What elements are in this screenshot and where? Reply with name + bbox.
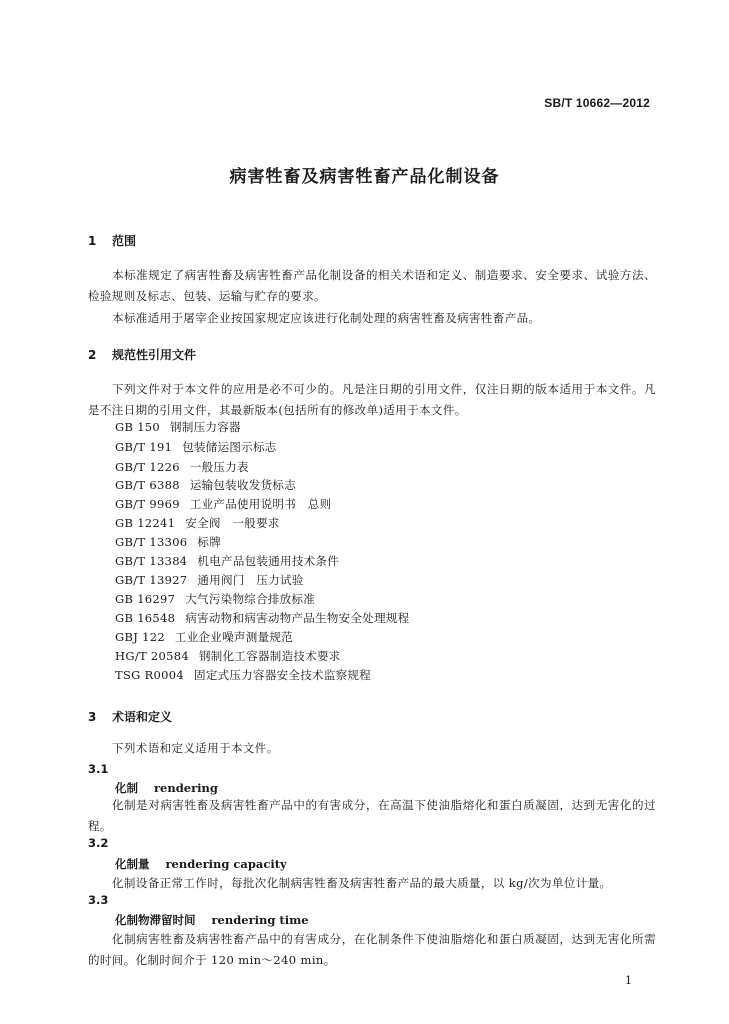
term-definition: 化制是对病害牲畜及病害牲畜产品中的有害成分，在高温下使油脂熔化和蛋白质凝固，达到无害化的过程。 <box>88 798 656 833</box>
reference-item <box>115 554 339 568</box>
section-number: 3 <box>88 710 97 724</box>
reference-name: 安全阀 一般要求 <box>185 516 280 530</box>
reference-item <box>115 497 331 511</box>
reference-name: 大气污染物综合排放标准 <box>185 592 316 606</box>
reference-item <box>115 516 280 530</box>
reference-code: GB/T 9969 <box>115 497 180 511</box>
term-number: 3.2 <box>88 836 109 850</box>
section-2-intro: 下列文件对于本文件的应用是必不可少的。凡是注日期的引用文件，仅注日期的版本适用于本文件。凡是不注日期的引用文件，其最新版本(包括所有的修改单)适用于本文件。 <box>88 382 656 417</box>
reference-item <box>115 611 409 625</box>
reference-code: GB 150 <box>115 420 161 434</box>
section-1-paragraph-1: 本标准规定了病害牲畜及病害牲畜产品化制设备的相关术语和定义、制造要求、安全要求、试验方法、检验规则及标志、包装、运输与贮存的要求。 <box>88 268 656 303</box>
reference-item <box>115 573 304 587</box>
reference-name: 钢制化工容器制造技术要求 <box>199 649 341 663</box>
term-heading <box>115 856 287 872</box>
term-en: rendering time <box>211 913 309 927</box>
term-en: rendering capacity <box>165 857 287 871</box>
reference-name: 固定式压力容器安全技术监察规程 <box>194 668 372 682</box>
reference-code: GB/T 1226 <box>115 460 180 474</box>
section-3-intro: 下列术语和定义适用于本文件。 <box>112 741 279 755</box>
reference-code: GB 16548 <box>115 611 176 625</box>
reference-code: GB/T 13306 <box>115 535 188 549</box>
section-title: 规范性引用文件 <box>112 348 197 362</box>
reference-name: 工业产品使用说明书 总则 <box>189 497 332 511</box>
reference-code: GB 12241 <box>115 516 176 530</box>
reference-name: 病害动物和病害动物产品生物安全处理规程 <box>185 611 410 625</box>
section-3-heading <box>88 708 172 725</box>
term-heading <box>115 780 218 796</box>
term-heading <box>115 912 309 928</box>
reference-item <box>115 630 293 644</box>
section-1-paragraph-2: 本标准适用于屠宰企业按国家规定应该进行化制处理的病害牲畜及病害牲畜产品。 <box>112 311 541 325</box>
term-definition: 化制设备正常工作时，每批次化制病害牲畜及病害牲畜产品的最大质量，以 kg/次为单位计量。 <box>112 876 612 890</box>
reference-code: GB/T 6388 <box>115 478 180 492</box>
reference-name: 通用阀门 压力试验 <box>197 573 304 587</box>
term-en: rendering <box>154 781 218 795</box>
reference-item <box>115 420 241 434</box>
section-title: 术语和定义 <box>112 710 173 724</box>
reference-code: GBJ 122 <box>115 630 165 644</box>
term-cn: 化制 <box>115 781 138 795</box>
reference-name: 工业企业噪声测量规范 <box>174 630 293 644</box>
reference-item <box>115 478 296 492</box>
section-number: 1 <box>88 234 97 248</box>
section-2-heading <box>88 346 196 363</box>
reference-code: GB/T 191 <box>115 440 173 454</box>
term-cn: 化制物滞留时间 <box>115 913 196 927</box>
reference-code: HG/T 20584 <box>115 649 189 663</box>
document-id: SB/T 10662—2012 <box>544 96 650 110</box>
reference-name: 标牌 <box>197 535 222 549</box>
reference-name: 一般压力表 <box>189 460 249 474</box>
section-number: 2 <box>88 348 97 362</box>
term-number: 3.3 <box>88 893 109 907</box>
reference-name: 运输包装收发货标志 <box>189 478 297 492</box>
section-1-heading <box>88 232 136 249</box>
reference-code: GB/T 13927 <box>115 573 188 587</box>
reference-item <box>115 535 221 549</box>
reference-item <box>115 592 315 606</box>
reference-code: GB 16297 <box>115 592 176 606</box>
reference-item <box>115 440 277 454</box>
term-number: 3.1 <box>88 762 109 776</box>
reference-code: GB/T 13384 <box>115 554 188 568</box>
term-cn: 化制量 <box>115 857 150 871</box>
reference-item <box>115 668 371 682</box>
reference-name: 包装储运图示标志 <box>182 440 277 454</box>
section-title: 范围 <box>112 234 137 248</box>
reference-item <box>115 460 249 474</box>
reference-name: 钢制压力容器 <box>170 420 241 434</box>
reference-item <box>115 649 341 663</box>
document-title: 病害牲畜及病害牲畜产品化制设备 <box>229 167 500 187</box>
term-definition: 化制病害牲畜及病害牲畜产品中的有害成分，在化制条件下使油脂熔化和蛋白质凝固，达到无害化所需的时间。化制时间介于 120 min～240 min。 <box>88 932 656 967</box>
reference-name: 机电产品包装通用技术条件 <box>197 554 340 568</box>
reference-code: TSG R0004 <box>115 668 185 682</box>
page-number: 1 <box>625 974 632 987</box>
